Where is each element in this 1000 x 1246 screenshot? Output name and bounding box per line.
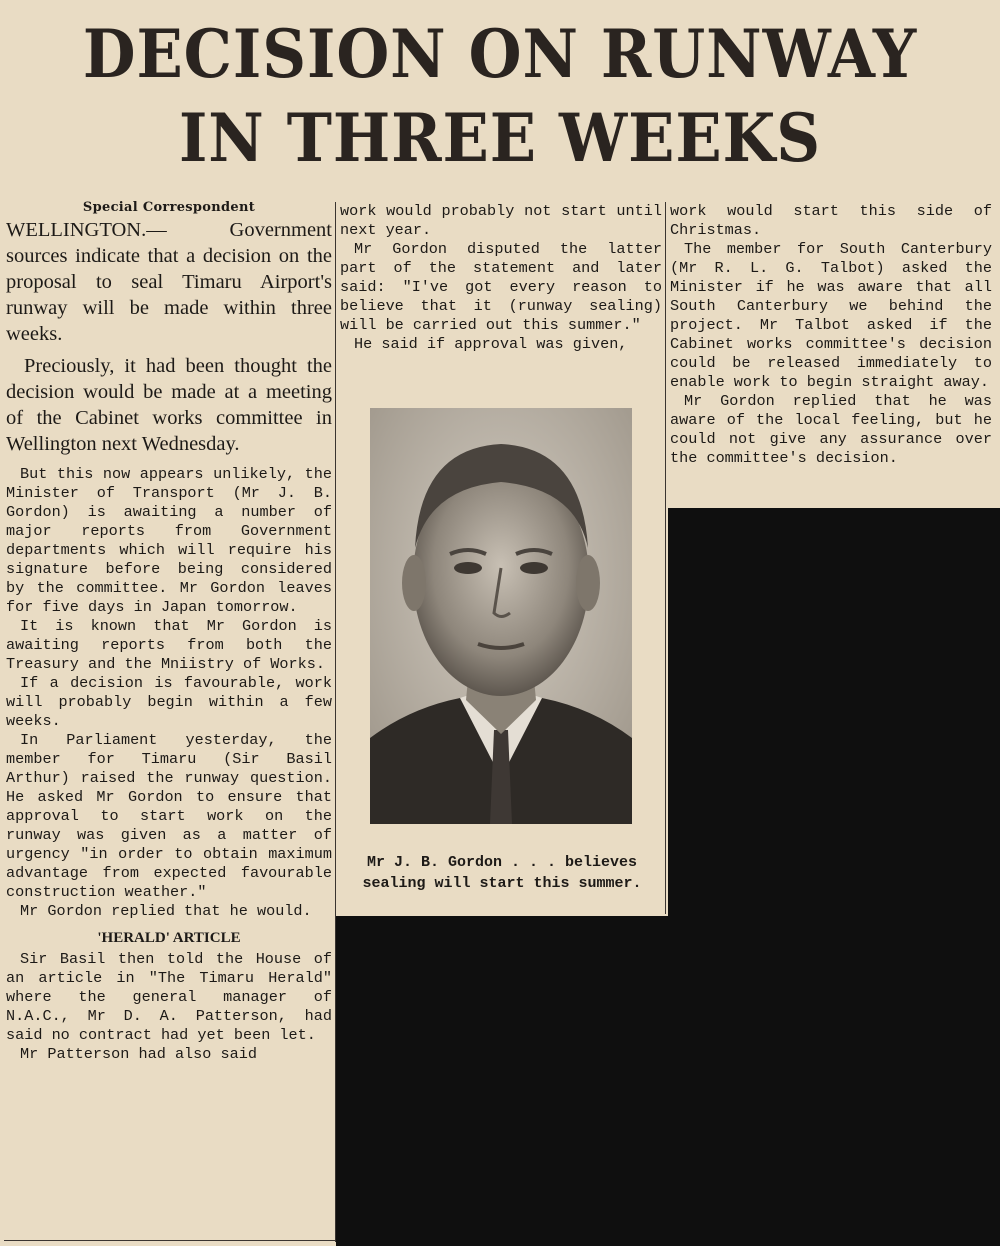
background-dark-area-lower: [336, 916, 668, 1246]
body-paragraph: work would start this side of Christmas.: [670, 202, 992, 239]
body-paragraph: It is known that Mr Gordon is awaiting reports from both the Treasury and the Mniistry of Works.: [6, 617, 332, 673]
body-paragraph: work would probably not start until next year.: [340, 202, 662, 239]
lead-paragraph: Preciously, it had been thought the decision would be made at a meeting of the Cabinet works committee in Wellington next Wednesday.: [6, 355, 332, 455]
body-paragraph: Mr Gordon replied that he would.: [20, 902, 312, 920]
body-paragraph: The member for South Canterbury (Mr R. L. G. Talbot) asked the Minister if he was aware that all South Canterbury we behind the project. Mr Talbot asked if the Cabinet works committee's decision could be released immediately to enable work to begin straight away.: [670, 240, 992, 391]
column-3: [670, 202, 992, 468]
lead-paragraphs: [6, 217, 332, 457]
bottom-rule: [4, 1240, 335, 1241]
column-rule-left: [335, 202, 336, 1242]
column-1: [6, 200, 332, 1064]
body-paragraph: Mr Patterson had also said: [20, 1045, 257, 1063]
subhead: 'HERALD' ARTICLE: [97, 930, 241, 946]
body-paragraph: Mr Gordon disputed the latter part of the statement and later said: "I've got every reason to believe that it (runway sealing) will be carried out this summer.": [340, 240, 662, 334]
column-rule-right: [665, 202, 666, 914]
body-paragraph: He said if approval was given,: [354, 335, 628, 353]
lead-paragraph: WELLINGTON.— Government sources indicate that a decision on the proposal to seal Timaru Airport's runway will be made within three weeks.: [6, 219, 332, 345]
headline-line-1: DECISION ON RUNWAY: [82, 15, 918, 93]
column-3-body: [670, 202, 992, 468]
caption-line-2: sealing will start this summer.: [362, 875, 642, 892]
headline-line-2: IN THREE WEEKS: [178, 99, 822, 177]
body-paragraph: Sir Basil then told the House of an article in "The Timaru Herald" where the general manager of N.A.C., Mr D. A. Patterson, had said no contract had yet been let.: [6, 950, 332, 1044]
column-2-body: [340, 202, 662, 354]
body-paragraph: But this now appears unlikely, the Minister of Transport (Mr J. B. Gordon) is awaiting a number of major reports from Government departments which will require his signature before being considered by the committee. Mr Gordon leaves for five days in Japan tomorrow.: [6, 465, 332, 616]
portrait-image: [370, 408, 632, 824]
background-dark-area: [668, 508, 1000, 1246]
caption-line-1: Mr J. B. Gordon . . . believes: [366, 854, 638, 871]
byline: Special Correspondent: [82, 200, 256, 215]
body-paragraph: In Parliament yesterday, the member for Timaru (Sir Basil Arthur) raised the runway question. He asked Mr Gordon to ensure that approval to start work on the runway was given as a matter of urgency "in order to obtain maximum advantage from expected favourable construction weather.": [6, 731, 332, 901]
headline: [49, 12, 951, 180]
portrait-photo: [370, 408, 632, 824]
body-paragraph: If a decision is favourable, work will probably begin within a few weeks.: [6, 674, 332, 730]
column-2: [340, 202, 662, 354]
photo-caption: [346, 852, 658, 894]
column-1-body: [6, 465, 332, 1064]
body-paragraph: Mr Gordon replied that he was aware of the local feeling, but he could not give any assurance over the committee's decision.: [670, 392, 992, 467]
